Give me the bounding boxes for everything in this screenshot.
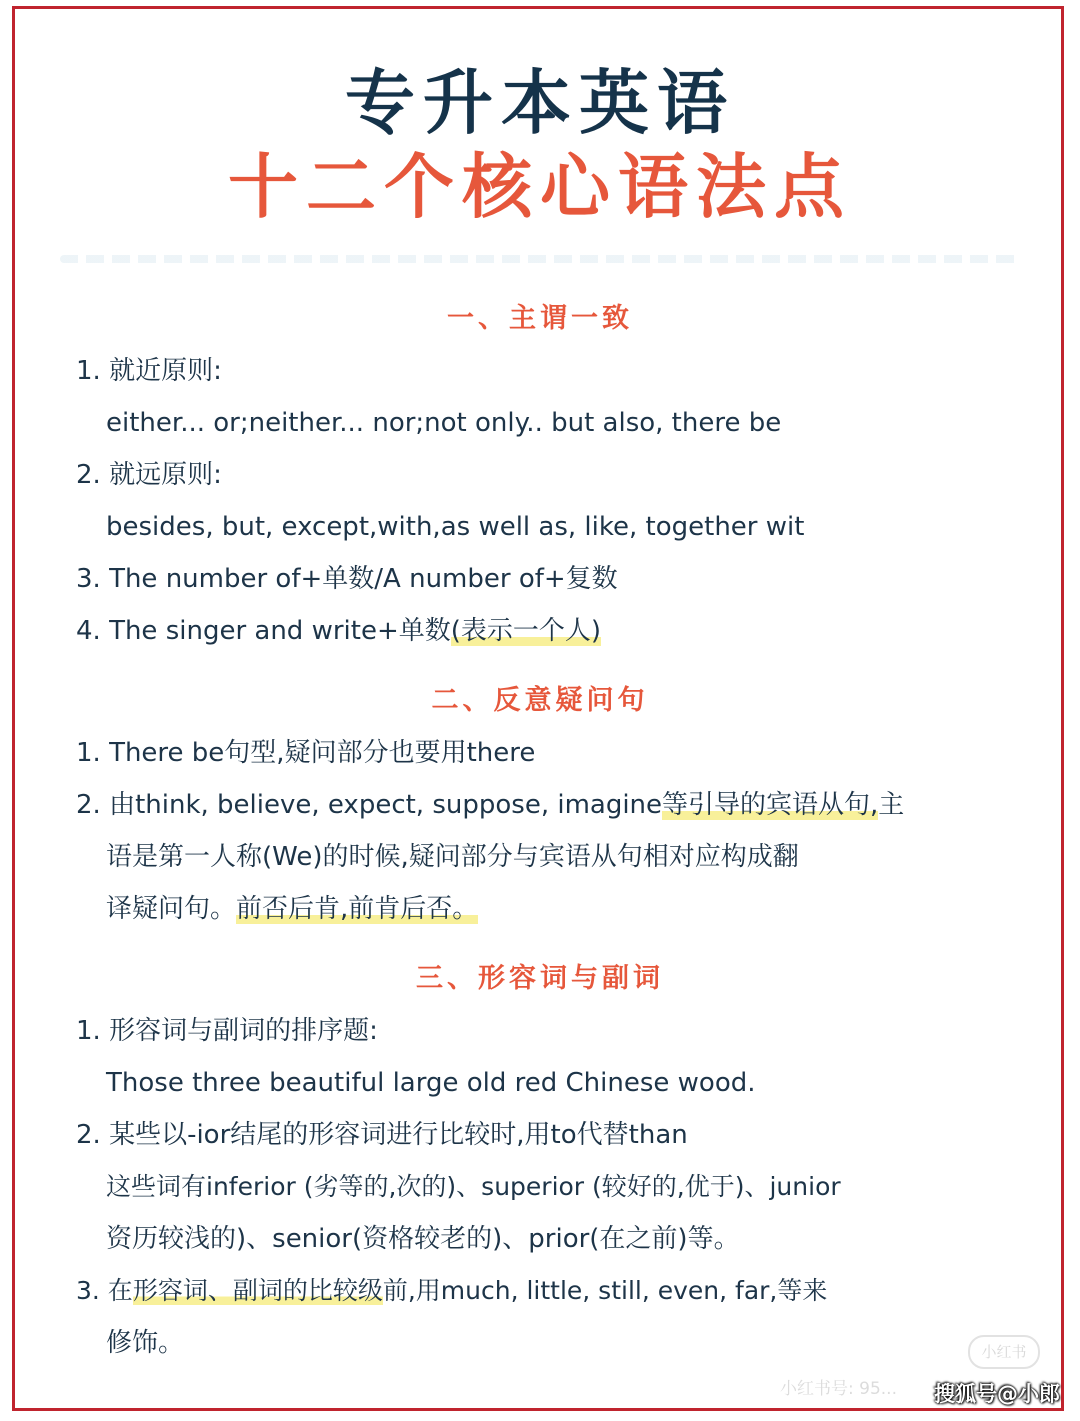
section-heading-adjectives-adverbs: 三、形容词与副词: [416, 963, 664, 994]
text-segment: 主: [878, 790, 905, 820]
text-segment: 4. The singer and write+单数: [76, 616, 451, 646]
body-line: 1. 形容词与副词的排序题:: [76, 1016, 378, 1046]
highlighted-text: 等引导的宾语从句,: [662, 790, 879, 820]
body-line: 语是第一人称(We)的时候,疑问部分与宾语从句相对应构成翻: [106, 842, 799, 872]
body-line: 资历较浅的)、senior(资格较老的)、prior(在之前)等。: [106, 1224, 740, 1254]
body-line: 2. 某些以-ior结尾的形容词进行比较时,用to代替than: [76, 1120, 688, 1150]
text-segment: 译疑问句。: [106, 894, 237, 924]
highlighted-text: 形容词、副词的比较级: [132, 1276, 383, 1305]
watermark-badge: 小红书: [968, 1335, 1040, 1369]
text-segment: 3. 在: [76, 1276, 133, 1305]
subtitle: 十二个核心语法点: [228, 146, 852, 228]
highlighted-text: 前否后肯,前肯后否。: [236, 894, 479, 924]
body-line: [76, 611, 601, 651]
body-line: 3. The number of+单数/A number of+复数: [76, 564, 618, 594]
highlighted-text: (表示一个人): [450, 616, 602, 646]
body-line: besides, but, except,with,as well as, like, together wit: [106, 512, 805, 542]
body-line: [76, 1271, 827, 1311]
body-line: [76, 785, 904, 825]
sohu-watermark: 搜狐号@小郎: [934, 1382, 1060, 1406]
main-title: 专升本英语: [345, 62, 735, 144]
body-line: 1. There be句型,疑问部分也要用there: [76, 738, 536, 768]
section-heading-subject-verb-agreement: 一、主谓一致: [447, 303, 633, 334]
body-line: either... or;neither... nor;not only.. but also, there be: [106, 408, 782, 438]
body-line: 修饰。: [106, 1328, 185, 1358]
body-line: 这些词有inferior (劣等的,次的)、superior (较好的,优于)、junior: [106, 1172, 841, 1201]
text-segment: 前,用much, little, still, even, far,等来: [382, 1276, 828, 1305]
body-line: Those three beautiful large old red Chinese wood.: [106, 1068, 756, 1098]
text-segment: 2. 由think, believe, expect, suppose, imagine: [76, 790, 663, 820]
watermark-faint: 小红书号: 95...: [780, 1379, 897, 1399]
body-line: [106, 889, 478, 929]
decorative-divider: [60, 255, 1020, 263]
body-line: 2. 就远原则:: [76, 460, 222, 490]
section-heading-tag-questions: 二、反意疑问句: [431, 685, 649, 716]
body-line: 1. 就近原则:: [76, 356, 222, 386]
